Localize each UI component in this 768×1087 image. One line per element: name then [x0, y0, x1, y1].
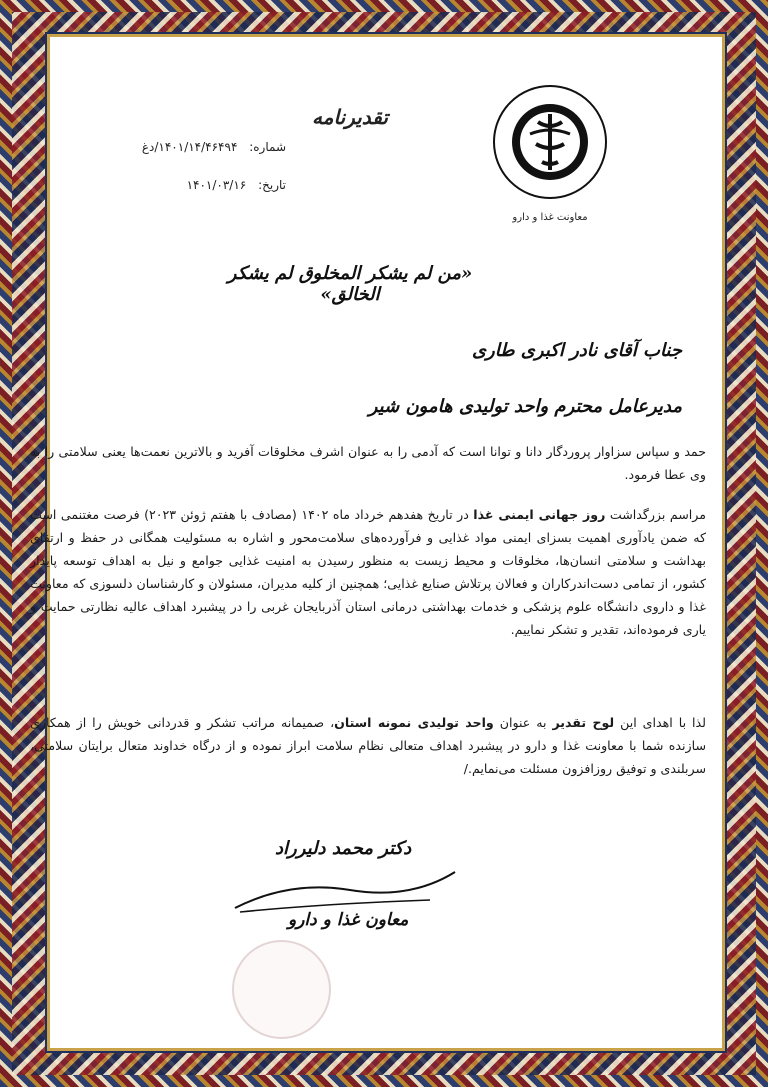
letter-date — [187, 178, 286, 192]
paragraph-1: حمد و سپاس سزاوار پروردگار دانا و توانا است که آدمی را به عنوان اشرف مخلوقات آفرید و بالاترین نعمت‌ها یعنی سلامتی را به وی عطا فرمود. — [30, 444, 706, 482]
p3-bold-2: واحد تولیدی نمونه استان — [334, 715, 494, 730]
calligraphy-quote: «من لم یشکر المخلوق لم یشکر الخالق» — [227, 263, 473, 305]
date-value: ۱۴۰۱/۰۳/۱۶ — [186, 178, 247, 192]
body-paragraph-1 — [30, 440, 706, 486]
body-paragraph-2 — [30, 503, 706, 641]
signatory-name: دکتر محمد دلیرراد — [275, 838, 412, 859]
p3-rest: ، صمیمانه مراتب تشکر و قدردانی خویش را از همکاری سازنده شما با معاونت غذا و دارو در پیشبرد اهداف متعالی نظام سلامت ابراز نموده و از درگاه خداوند متعال برایتان سلامتی، سربلندی و توفیق روزافزون مسئلت می‌نمایم./ — [30, 715, 706, 776]
official-stamp — [232, 940, 331, 1039]
date-label: تاریخ: — [258, 178, 286, 192]
addressee-name: جناب آقای نادر اکبری طاری — [471, 340, 682, 361]
certificate-title: تقدیرنامه — [312, 105, 388, 129]
signatory-title: معاون غذا و دارو — [288, 910, 409, 930]
p2-start: مراسم بزرگداشت — [605, 507, 706, 522]
logo-caption: معاونت غذا و دارو — [512, 212, 588, 223]
paragraph-2 — [30, 503, 706, 641]
letter-number — [142, 140, 286, 154]
addressee-position: مدیرعامل محترم واحد تولیدی هامون شیر — [368, 396, 682, 417]
p3-start: لذا با اهدای این — [614, 715, 706, 730]
p3-bold-1: لوح تقدیر — [552, 715, 615, 730]
number-value: ۱۴۰۱/۱۴/۴۶۴۹۴/دغ — [141, 140, 238, 154]
p2-rest: در تاریخ هفدهم خرداد ماه ۱۴۰۲ (مصادف با هفتم ژوئن ۲۰۲۳) فرصت مغتنمی است که ضمن یادآوری اهمیت بسزای ایمنی مواد غذایی و فرآورده‌های سلامت‌محور و اشاره به مسئولیت همگانی در حفظ و ارتقای بهداشت و سلامتی انسان‌ها، مخلوقات و محیط زیست به منظور رسیدن به امنیت غذایی جوامع و نیل به اهداف توسعه پایدار کشور، از تمامی دست‌اندرکاران و فعالان پرتلاش صنایع غذایی؛ همچنین از کلیه مدیران، مسئولان و کارشناسان دلسوزی که معاونت غذا و داروی دانشگاه علوم پزشکی و خدمات بهداشتی درمانی استان آذربایجان غربی را در پیشبرد اهداف عالیه نظارتی حمایت و یاری فرموده‌اند، تقدیر و تشکر نماییم. — [30, 507, 706, 637]
p3-mid: به عنوان — [493, 715, 553, 730]
p2-bold: روز جهانی ایمنی غذا — [473, 507, 606, 522]
university-emblem — [490, 82, 610, 202]
number-label: شماره: — [249, 140, 286, 154]
paragraph-3 — [30, 711, 706, 780]
body-paragraph-3 — [30, 711, 706, 780]
